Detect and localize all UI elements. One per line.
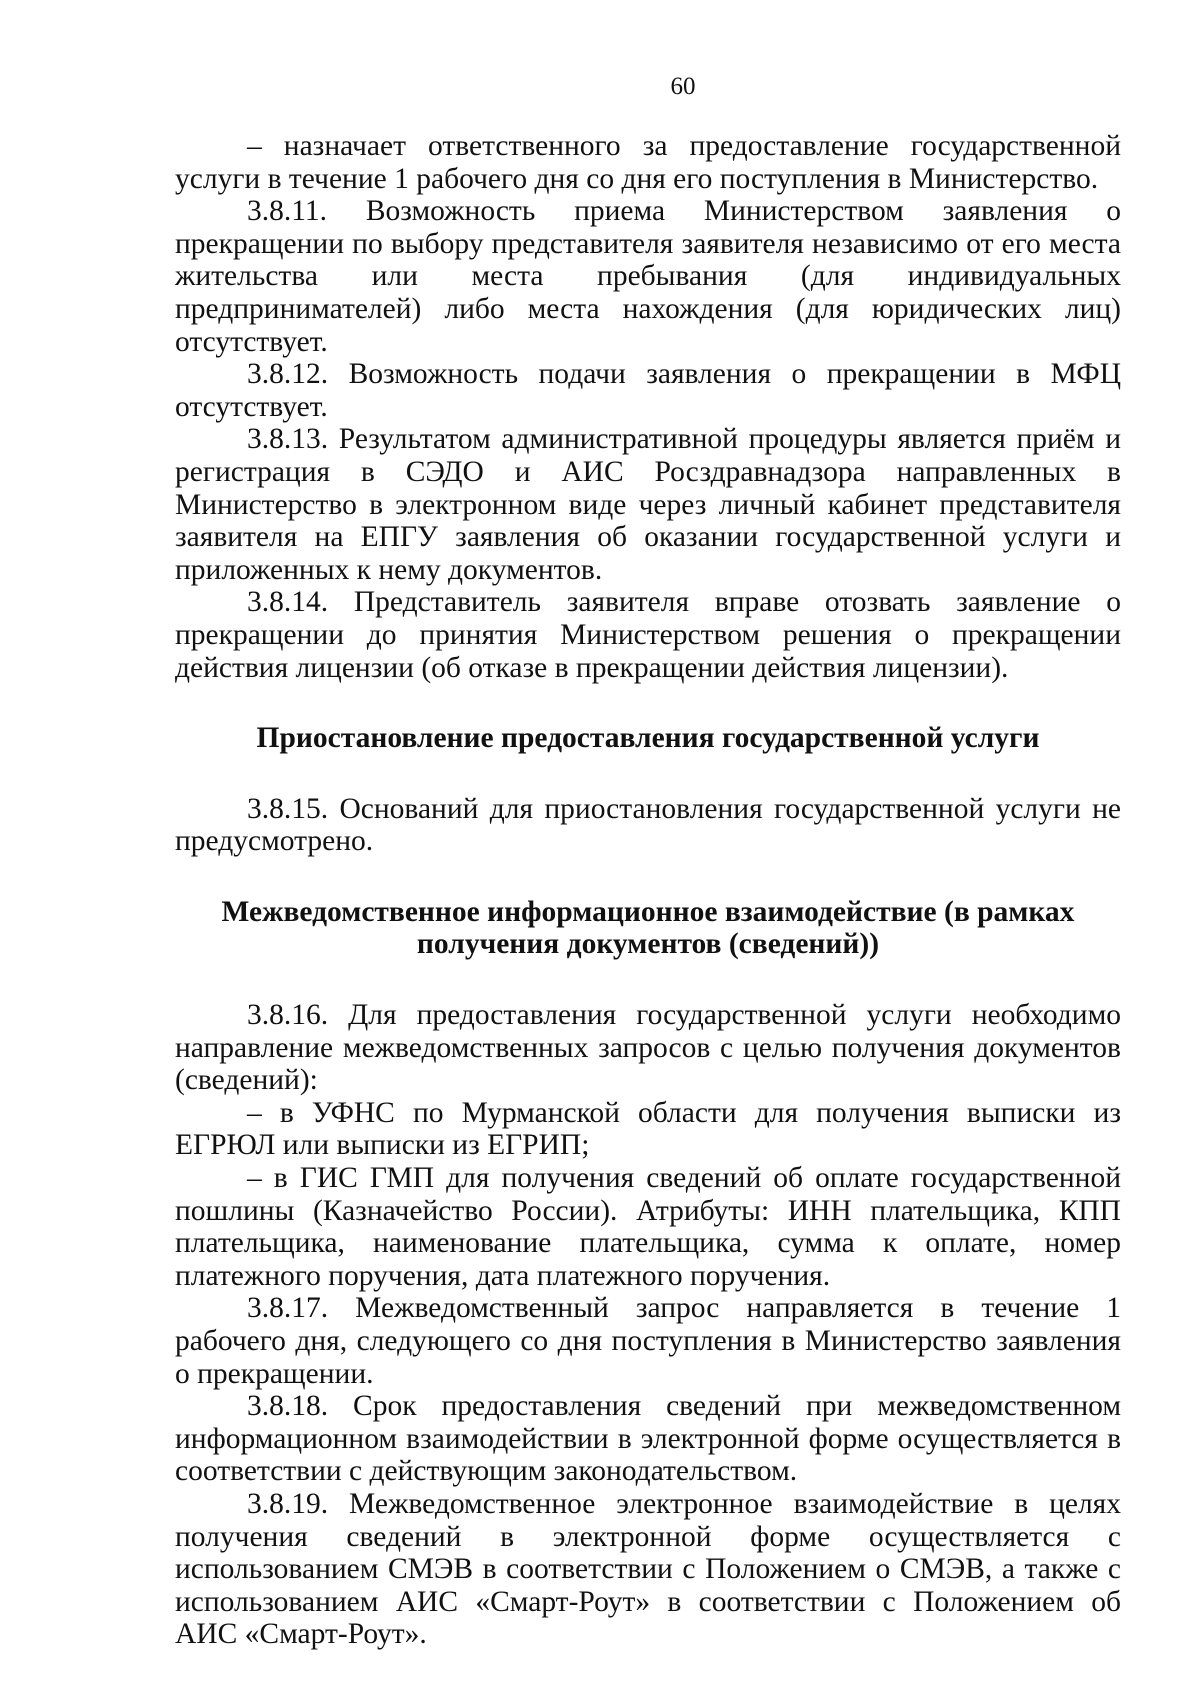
section-heading-interagency-line1: Межведомственное информационное взаимодействие (в рамках xyxy=(221,895,1075,928)
paragraph-3-8-16: 3.8.16. Для предоставления государственной услуги необходимо направление межведомственных запросов с целью получения документов (сведений): xyxy=(175,999,1121,1097)
paragraph-3-8-11: 3.8.11. Возможность приема Министерством заявления о прекращении по выбору представителя заявителя независимо от его места жительства или места пребывания (для индивидуальных предпринимателей) либо места нахождения (для юридических лиц) отсутствует. xyxy=(175,195,1121,358)
document-body xyxy=(175,130,1121,1651)
paragraph-3-8-18: 3.8.18. Срок предоставления сведений при межведомственном информационном взаимодействии в электронной форме осуществляется в соответствии с действующим законодательством. xyxy=(175,1390,1121,1488)
paragraph-assign-responsible: – назначает ответственного за предоставление государственной услуги в течение 1 рабочего дня со дня его поступления в Министерство. xyxy=(175,130,1121,195)
paragraph-3-8-19: 3.8.19. Межведомственное электронное взаимодействие в целях получения сведений в электронной форме осуществляется с использованием СМЭВ в соответствии с Положением о СМЭВ, а также с использованием АИС «Смарт-Роут» в соответствии с Положением об АИС «Смарт-Роут». xyxy=(175,1487,1121,1651)
paragraph-3-8-14: 3.8.14. Представитель заявителя вправе отозвать заявление о прекращении до принятия Министерством решения о прекращении действия лицензии (об отказе в прекращении действия лицензии). xyxy=(175,586,1121,684)
page-number: 60 xyxy=(670,73,696,100)
paragraph-3-8-12: 3.8.12. Возможность подачи заявления о прекращении в МФЦ отсутствует. xyxy=(175,358,1121,423)
section-heading-interagency xyxy=(175,896,1121,961)
paragraph-3-8-17: 3.8.17. Межведомственный запрос направляется в течение 1 рабочего дня, следующего со дня поступления в Министерство заявления о прекращении. xyxy=(175,1292,1121,1390)
list-item-gis-gmp: – в ГИС ГМП для получения сведений об оплате государственной пошлины (Казначейство России). Атрибуты: ИНН плательщика, КПП плательщика, наименование плательщика, сумма к оплате, номер платежного поручения, дата платежного поручения. xyxy=(175,1162,1121,1292)
section-heading-suspension: Приостановление предоставления государственной услуги xyxy=(256,722,1040,755)
section-heading-interagency-line2: получения документов (сведений)) xyxy=(416,928,880,961)
paragraph-3-8-13: 3.8.13. Результатом административной процедуры является приём и регистрация в СЭДО и АИС Росздравнадзора направленных в Министерство в электронном виде через личный кабинет представителя заявителя на ЕПГУ заявления об оказании государственной услуги и приложенных к нему документов. xyxy=(175,423,1121,586)
list-item-ufns: – в УФНС по Мурманской области для получения выписки из ЕГРЮЛ или выписки из ЕГРИП; xyxy=(175,1096,1121,1162)
paragraph-3-8-15: 3.8.15. Оснований для приостановления государственной услуги не предусмотрено. xyxy=(175,792,1121,858)
